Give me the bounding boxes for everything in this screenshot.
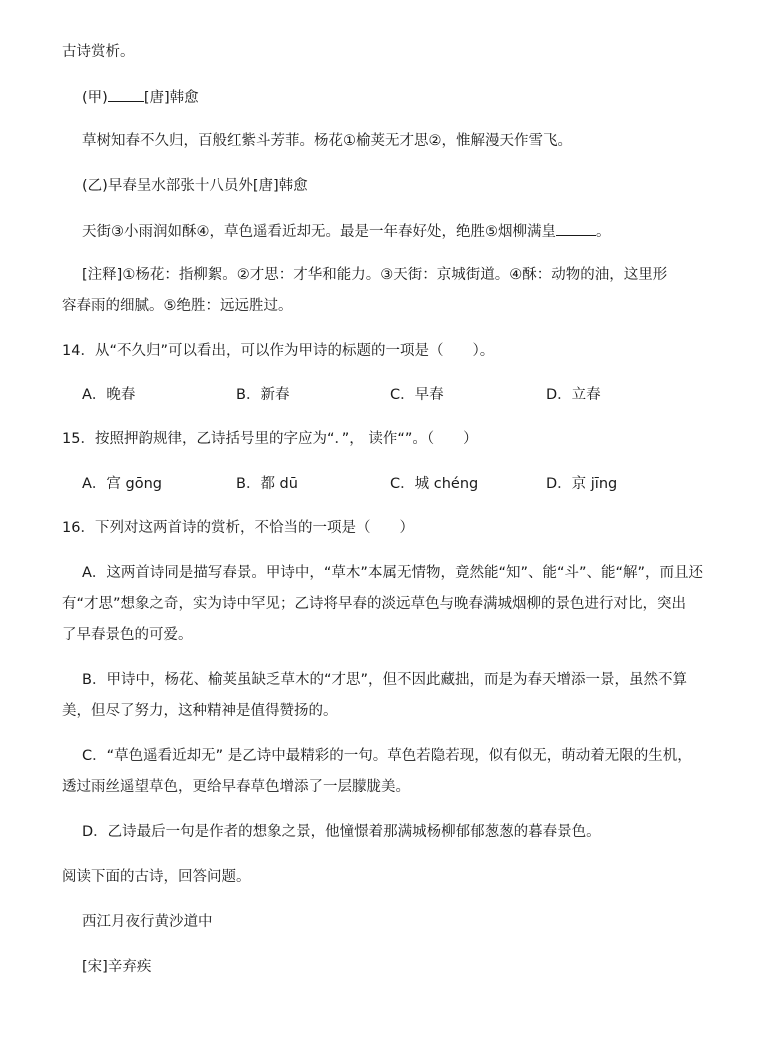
poem-b-blank <box>556 221 596 236</box>
q15-option-c[interactable]: C．城 chéng <box>390 476 479 492</box>
poem-a-title <box>82 87 199 108</box>
q14-option-c[interactable]: C．早春 <box>390 387 444 403</box>
q16-option-b-line-2: 美，但尽了努力，这种精神是值得赞扬的。 <box>62 703 338 719</box>
intro-text: 古诗赏析。 <box>62 44 135 60</box>
section2-poem-title: 西江月夜行黄沙道中 <box>82 914 213 930</box>
q16-option-a-line-2: 有“才思”想象之奇，实为诗中罕见；乙诗将早春的淡远草色与晚春满城烟柳的景色进行对比，突出 <box>62 596 687 612</box>
poem-a-title-blank <box>108 87 144 102</box>
q16-option-d-line-1[interactable]: D．乙诗最后一句是作者的想象之景，他憧憬着那满城杨柳郁郁葱葱的暮春景色。 <box>82 824 601 840</box>
poem-b-text-end: 。 <box>596 224 611 240</box>
notes-line-1: [注释]①杨花：指柳絮。②才思：才华和能力。③天街：京城街道。④酥：动物的油，这里形 <box>82 267 668 283</box>
q15-option-b[interactable]: B．都 dū <box>236 476 298 492</box>
q14-option-d[interactable]: D．立春 <box>546 387 601 403</box>
q15-stem: 15．按照押韵规律，乙诗括号里的字应为“．”， 读作“”。（ ） <box>62 431 478 447</box>
q14-option-a[interactable]: A．晚春 <box>82 387 136 403</box>
section2-poem-author: [宋]辛弃疾 <box>82 959 152 975</box>
q16-option-c-line-2: 透过雨丝遥望草色，更给早春草色增添了一层朦胧美。 <box>62 779 410 795</box>
poem-a-title-prefix: (甲) <box>82 90 108 106</box>
q16-option-a-line-1[interactable]: A．这两首诗同是描写春景。甲诗中，“草木”本属无情物，竟然能“知”、能“斗”、能“解”，而且还 <box>82 565 704 581</box>
q16-option-c-line-1[interactable]: C．“草色遥看近却无” 是乙诗中最精彩的一句。草色若隐若现，似有似无，萌动着无限的生机， <box>82 748 692 764</box>
section2-intro: 阅读下面的古诗，回答问题。 <box>62 869 251 885</box>
q16-stem: 16．下列对这两首诗的赏析，不恰当的一项是（ ） <box>62 520 414 536</box>
q14-stem: 14．从“不久归”可以看出，可以作为甲诗的标题的一项是（ ）。 <box>62 343 495 359</box>
q16-option-a-line-3: 了早春景色的可爱。 <box>62 627 193 643</box>
poem-a-title-suffix: [唐]韩愈 <box>143 90 199 106</box>
poem-a-text: 草树知春不久归，百般红紫斗芳菲。杨花①榆荚无才思②，惟解漫天作雪飞。 <box>82 133 572 149</box>
q15-option-d[interactable]: D．京 jīng <box>546 476 618 492</box>
q15-option-a[interactable]: A．宫 gōng <box>82 476 162 492</box>
poem-b-title: (乙)早春呈水部张十八员外[唐]韩愈 <box>82 178 308 194</box>
q14-option-b[interactable]: B．新春 <box>236 387 290 403</box>
poem-b-text-main: 天街③小雨润如酥④，草色遥看近却无。最是一年春好处，绝胜⑤烟柳满皇 <box>82 224 556 240</box>
q16-option-b-line-1[interactable]: B．甲诗中，杨花、榆荚虽缺乏草木的“才思”，但不因此藏拙，而是为春天增添一景，虽然不算 <box>82 672 687 688</box>
notes-line-2: 容春雨的细腻。⑤绝胜：远远胜过。 <box>62 298 293 314</box>
poem-b-text <box>82 221 611 242</box>
